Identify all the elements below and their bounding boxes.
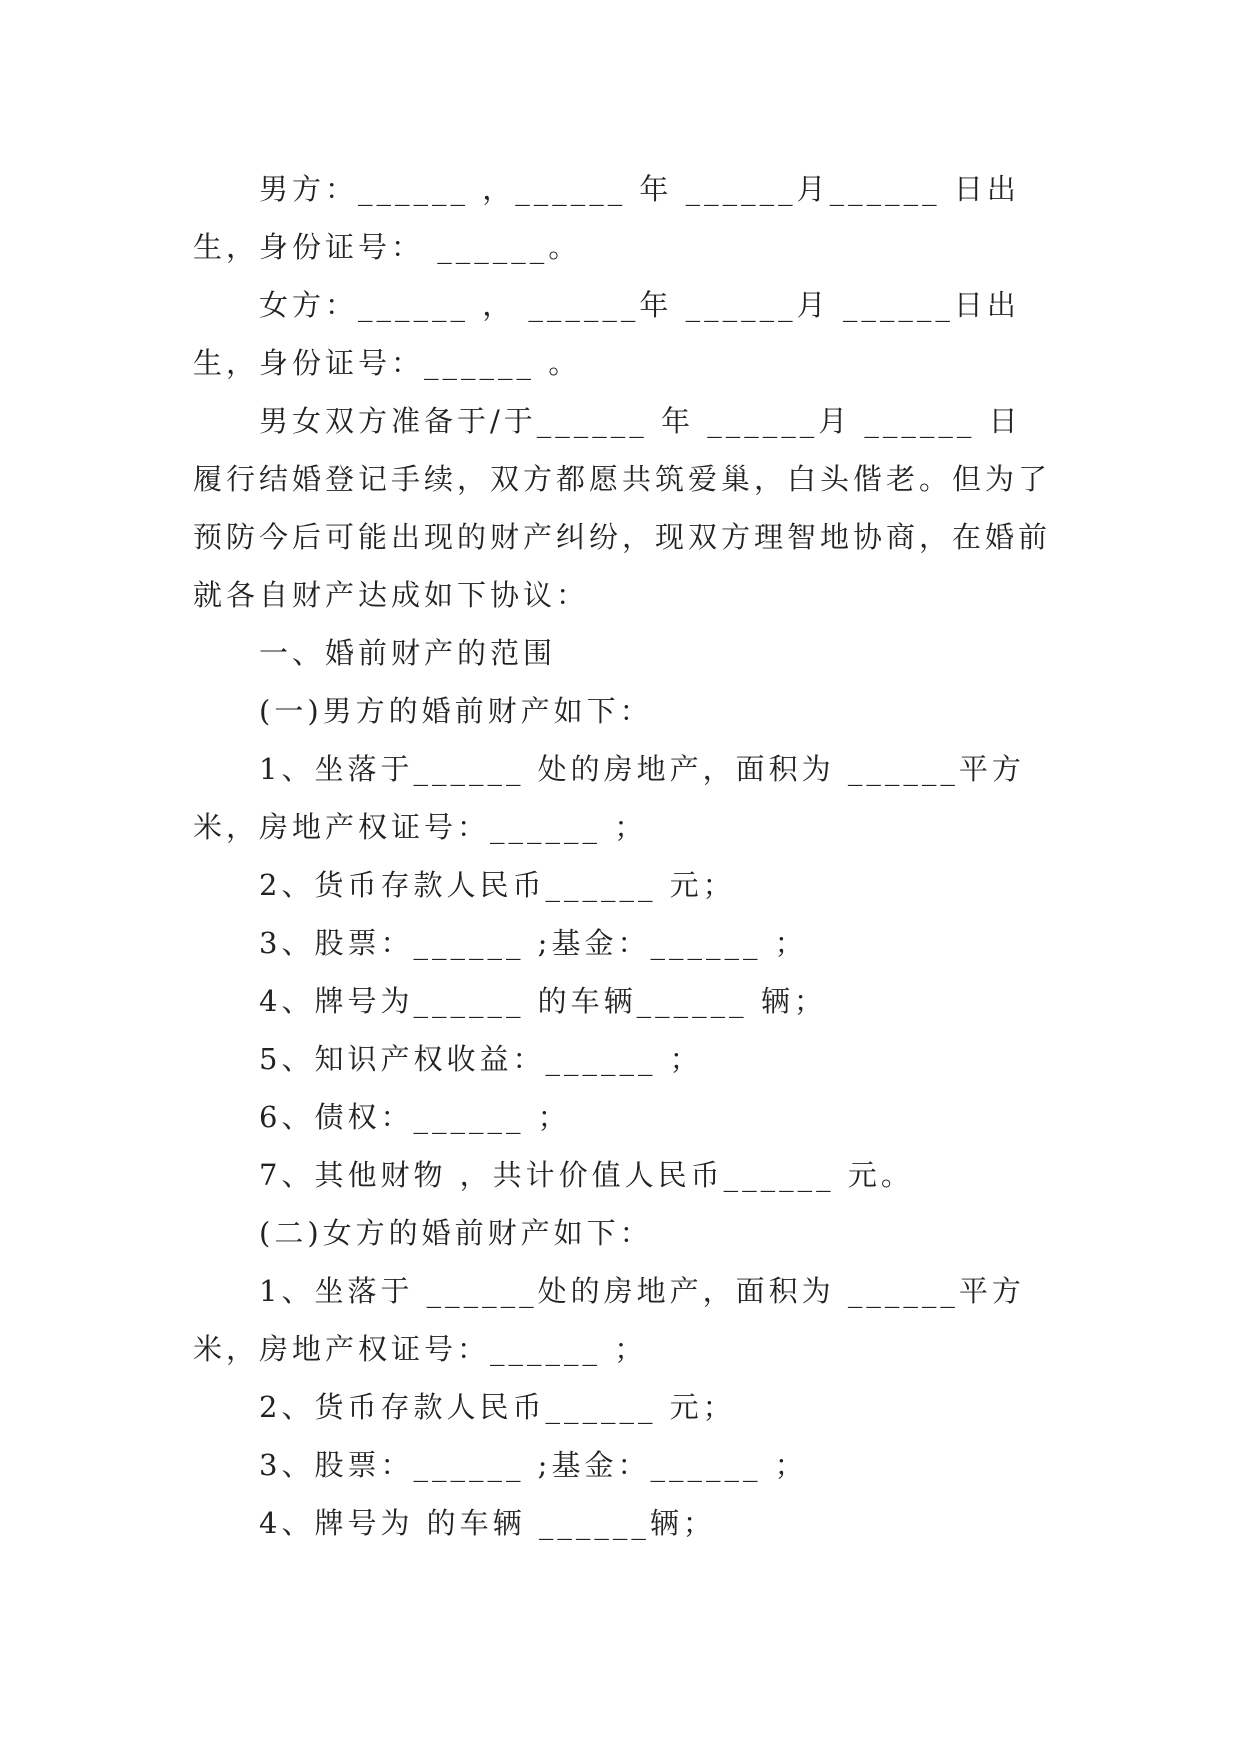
male-item-other: 7、其他财物 ，共计价值人民币______ 元。 xyxy=(259,1158,914,1192)
subsection-heading-female-property: (二)女方的婚前财产如下： xyxy=(259,1216,653,1250)
male-item-stocks-funds: 3、股票：______ ;基金：______ ； xyxy=(259,926,808,960)
male-item-deposit: 2、货币存款人民币______ 元； xyxy=(259,868,736,902)
female-item-deposit: 2、货币存款人民币______ 元； xyxy=(259,1390,736,1424)
paragraph-male-info: 男方：______ ，______ 年 ______月______ 日出生，身份证号： ______。 xyxy=(193,172,1020,264)
paragraph-preamble: 男女双方准备于/于______ 年 ______月 ______ 日履行结婚登记手续，双方都愿共筑爱巢，白头偕老。但为了预防今后可能出现的财产纠纷，现双方理智地协商，在婚前就各自财产达成如下协议： xyxy=(193,404,1052,612)
male-item-claims: 6、债权：______ ； xyxy=(259,1100,571,1134)
male-item-real-estate: 1、坐落于______ 处的房地产，面积为 ______平方米，房地产权证号：______ ； xyxy=(193,752,1025,844)
document-body xyxy=(193,160,1053,1552)
female-item-stocks-funds: 3、股票：______ ;基金：______ ； xyxy=(259,1448,808,1482)
section-heading-property-scope: 一、婚前财产的范围 xyxy=(259,636,557,670)
female-item-real-estate: 1、坐落于 ______处的房地产，面积为 ______平方米，房地产权证号：______ ； xyxy=(193,1274,1025,1366)
paragraph-female-info: 女方：______ ， ______年 ______月 ______日出生，身份证号：______ 。 xyxy=(193,288,1020,380)
male-item-ip-income: 5、知识产权收益：______ ； xyxy=(259,1042,703,1076)
female-item-vehicle: 4、牌号为 的车辆 ______辆； xyxy=(259,1506,716,1540)
male-item-vehicle: 4、牌号为______ 的车辆______ 辆； xyxy=(259,984,827,1018)
subsection-heading-male-property: (一)男方的婚前财产如下： xyxy=(259,694,653,728)
